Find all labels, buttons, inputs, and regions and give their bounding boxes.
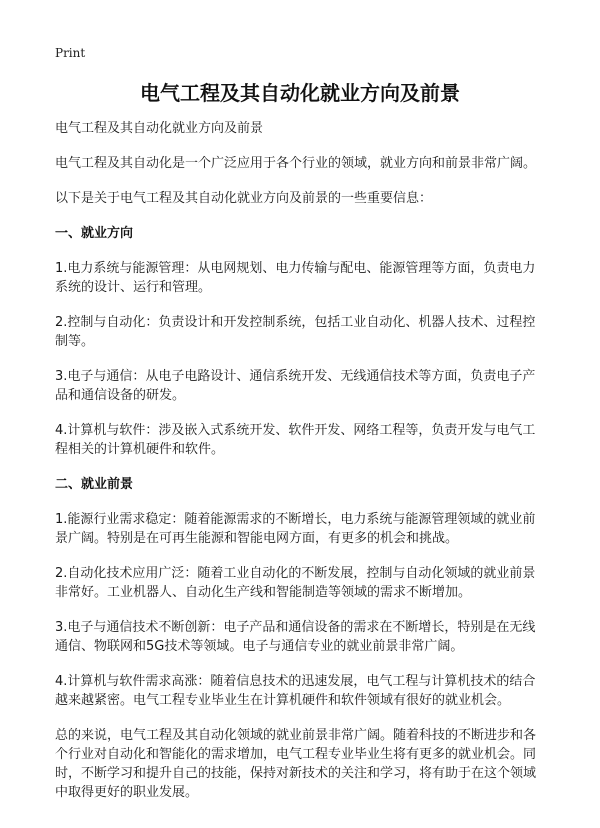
career-prospects-item: 3.电子与通信技术不断创新：电子产品和通信设备的需求在不断增长，特别是在无线通信、物联网和5G技术等领域。电子与通信专业的就业前景非常广阔。 xyxy=(55,620,536,654)
career-direction-item: 3.电子与通信：从电子电路设计、通信系统开发、无线通信技术等方面，负责电子产品和通信设备的研发。 xyxy=(55,369,536,403)
document-body xyxy=(55,119,545,818)
intro-paragraph-2: 以下是关于电气工程及其自动化就业方向及前景的一些重要信息： xyxy=(55,191,433,206)
career-direction-item: 4.计算机与软件：涉及嵌入式系统开发、软件开发、网络工程等，负责开发与电气工程相关的计算机硬件和软件。 xyxy=(55,423,536,457)
intro-paragraph-1: 电气工程及其自动化是一个广泛应用于各个行业的领域，就业方向和前景非常广阔。 xyxy=(55,156,537,171)
career-direction-item: 2.控制与自动化：负责设计和开发控制系统，包括工业自动化、机器人技术、过程控制等。 xyxy=(55,315,536,349)
page-title: 电气工程及其自动化就业方向及前景 xyxy=(140,81,460,105)
career-prospects-item: 4.计算机与软件需求高涨：随着信息技术的迅速发展，电气工程与计算机技术的结合越来越紧密。电气工程专业毕业生在计算机硬件和软件领域有很好的就业机会。 xyxy=(55,674,536,708)
document-subtitle: 电气工程及其自动化就业方向及前景 xyxy=(55,121,264,136)
section-heading-career-prospects: 二、就业前景 xyxy=(55,477,134,492)
career-prospects-item: 1.能源行业需求稳定：随着能源需求的不断增长，电力系统与能源管理领域的就业前景广阔。特别是在可再生能源和智能电网方面，有更多的机会和挑战。 xyxy=(55,512,536,546)
career-direction-item: 1.电力系统与能源管理：从电网规划、电力传输与配电、能源管理等方面，负责电力系统的设计、运行和管理。 xyxy=(55,261,536,295)
print-link[interactable]: Print xyxy=(55,46,86,60)
conclusion-paragraph: 总的来说，电气工程及其自动化领域的就业前景非常广阔。随着科技的不断进步和各个行业对自动化和智能化的需求增加，电气工程专业毕业生将有更多的就业机会。同时，不断学习和提升自己的技能，保持对新技术的关注和学习，将有助于在这个领域中取得更好的职业发展。 xyxy=(55,728,537,800)
section-heading-career-direction: 一、就业方向 xyxy=(55,226,134,241)
career-prospects-item: 2.自动化技术应用广泛：随着工业自动化的不断发展，控制与自动化领域的就业前景非常好。工业机器人、自动化生产线和智能制造等领域的需求不断增加。 xyxy=(55,566,536,600)
